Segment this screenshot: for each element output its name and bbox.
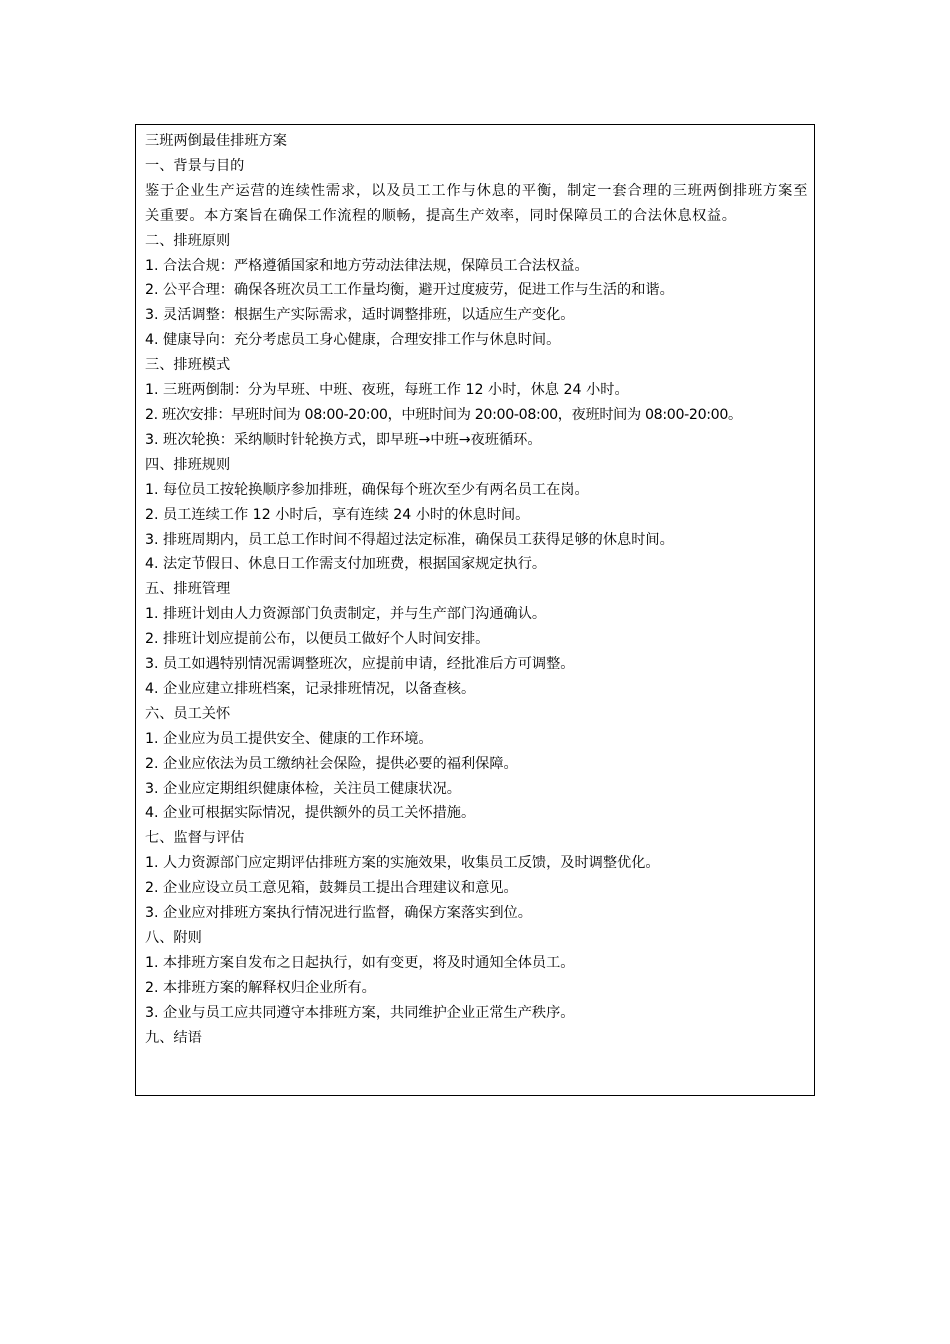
list-item: 1. 排班计划由人力资源部门负责制定，并与生产部门沟通确认。 [145,606,547,623]
list-item: 3. 排班周期内，员工总工作时间不得超过法定标准，确保员工获得足够的休息时间。 [145,531,674,548]
list-item: 3. 班次轮换：采纳顺时针轮换方式，即早班→中班→夜班循环。 [145,431,542,448]
list-item: 1. 三班两倒制：分为早班、中班、夜班，每班工作 12 小时，休息 24 小时。 [145,382,629,399]
list-item: 2. 班次安排：早班时间为 08:00-20:00，中班时间为 20:00-08:00，夜班时间为 08:00-20:00。 [145,406,742,423]
list-item: 1. 企业应为员工提供安全、健康的工作环境。 [145,730,433,747]
list-item: 4. 企业可根据实际情况，提供额外的员工关怀措施。 [145,805,476,822]
list-item: 2. 排班计划应提前公布，以便员工做好个人时间安排。 [145,631,490,648]
list-item: 3. 员工如遇特别情况需调整班次，应提前申请，经批准后方可调整。 [145,656,575,673]
list-item: 3. 企业应定期组织健康体检，关注员工健康状况。 [145,780,461,797]
section-heading: 八、附则 [145,930,202,946]
section-heading: 三、排班模式 [145,357,231,374]
list-item: 4. 法定节假日、休息日工作需支付加班费，根据国家规定执行。 [145,556,547,573]
list-item: 1. 每位员工按轮换顺序参加排班，确保每个班次至少有两名员工在岗。 [145,481,589,498]
document-box [135,124,815,1096]
list-item: 4. 企业应建立排班档案，记录排班情况，以备查核。 [145,680,476,697]
document-title: 三班两倒最佳排班方案 [145,133,287,149]
list-item: 2. 本排班方案的解释权归企业所有。 [145,979,376,996]
section-heading: 五、排班管理 [145,581,231,598]
section-heading: 九、结语 [145,1029,202,1046]
list-item: 2. 公平合理：确保各班次员工工作量均衡，避开过度疲劳，促进工作与生活的和谐。 [145,282,674,299]
list-item: 1. 本排班方案自发布之日起执行，如有变更，将及时通知全体员工。 [145,954,575,971]
list-item: 3. 企业应对排班方案执行情况进行监督，确保方案落实到位。 [145,905,532,922]
section-heading: 一、背景与目的 [145,157,245,174]
list-item: 2. 员工连续工作 12 小时后，享有连续 24 小时的休息时间。 [145,506,530,523]
section-paragraph: 鉴于企业生产运营的连续性需求，以及员工工作与休息的平衡，制定一套合理的三班两倒排班方案至关重要。本方案旨在确保工作流程的顺畅，提高生产效率，同时保障员工的合法休息权益。 [145,182,808,224]
list-item: 2. 企业应依法为员工缴纳社会保险，提供必要的福利保障。 [145,755,518,772]
section-heading: 二、排班原则 [145,232,231,249]
list-item: 3. 灵活调整：根据生产实际需求，适时调整排班，以适应生产变化。 [145,307,575,324]
list-item: 3. 企业与员工应共同遵守本排班方案，共同维护企业正常生产秩序。 [145,1004,575,1021]
list-item: 2. 企业应设立员工意见箱，鼓舞员工提出合理建议和意见。 [145,880,518,897]
list-item: 1. 合法合规：严格遵循国家和地方劳动法律法规，保障员工合法权益。 [145,257,589,274]
list-item: 1. 人力资源部门应定期评估排班方案的实施效果，收集员工反馈，及时调整优化。 [145,855,660,872]
section-heading: 六、员工关怀 [145,705,231,722]
section-heading: 四、排班规则 [145,456,231,473]
section-heading: 七、监督与评估 [145,830,245,847]
list-item: 4. 健康导向：充分考虑员工身心健康，合理安排工作与休息时间。 [145,332,561,349]
